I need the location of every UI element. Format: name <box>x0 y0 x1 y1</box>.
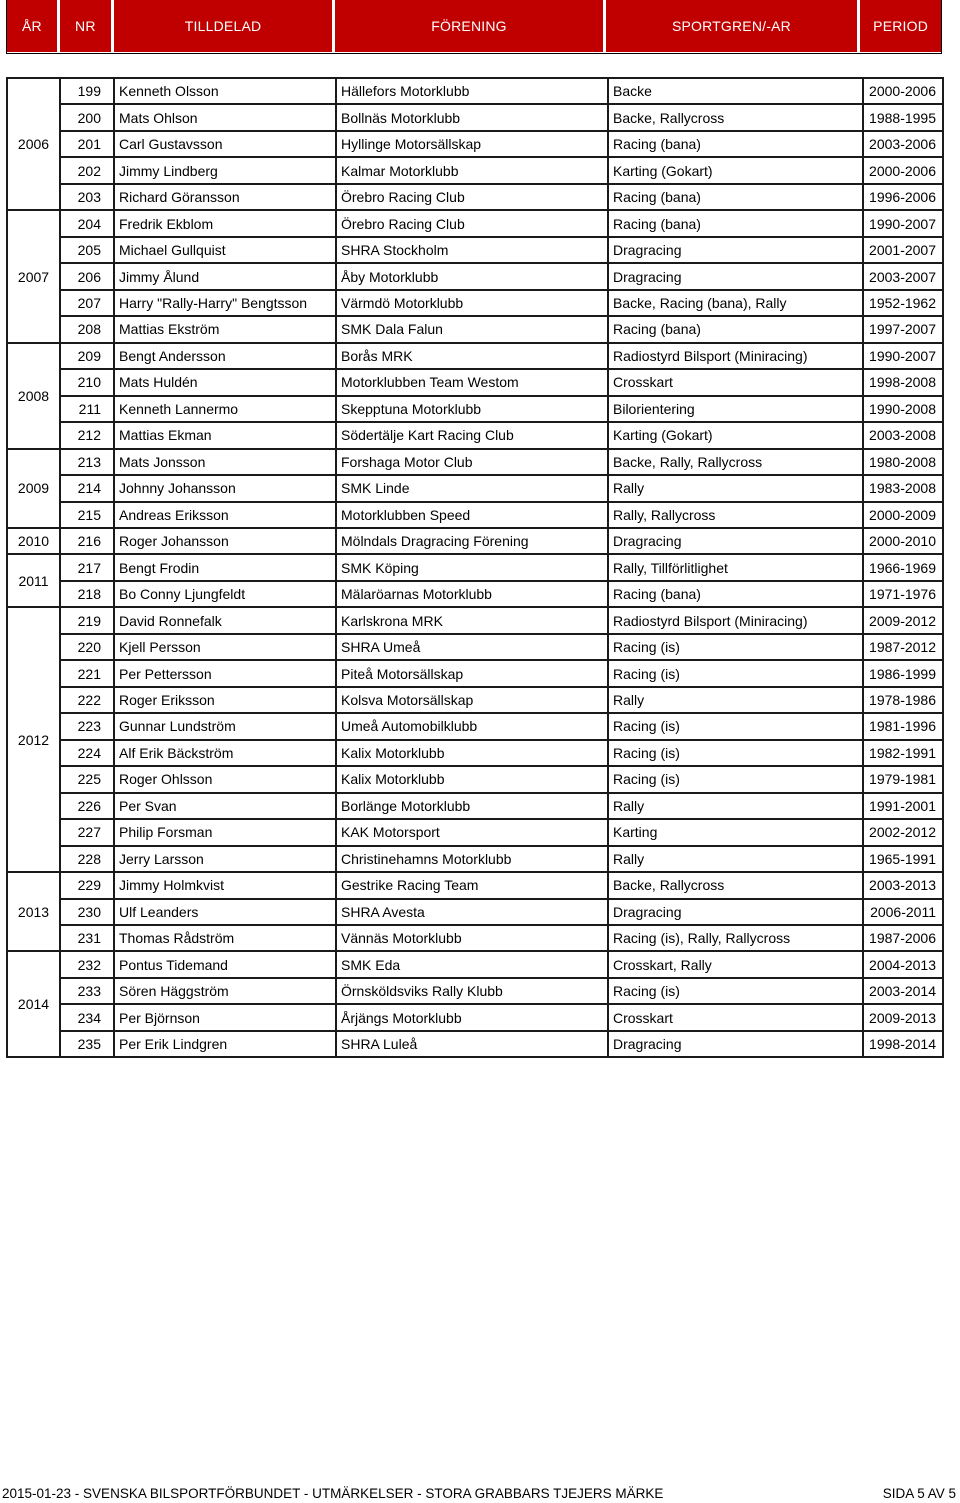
nr-cell: 200 <box>60 104 114 130</box>
header-assigned: TILLDELAD <box>114 0 336 52</box>
table-row <box>7 157 943 183</box>
club-cell: Bollnäs Motorklubb <box>336 104 608 130</box>
page-footer <box>2 1483 956 1503</box>
period-cell: 2009-2012 <box>863 607 943 633</box>
period-cell: 1981-1996 <box>863 713 943 739</box>
period-cell: 2003-2014 <box>863 978 943 1004</box>
header-sport: SPORTGREN/-AR <box>606 0 860 52</box>
table-row <box>7 634 943 660</box>
header-year: ÅR <box>7 0 60 52</box>
sport-cell: Dragracing <box>608 263 863 289</box>
table-row <box>7 581 943 607</box>
nr-cell: 214 <box>60 475 114 501</box>
club-cell: Vännäs Motorklubb <box>336 925 608 951</box>
assigned-cell: Roger Ohlsson <box>114 766 336 792</box>
assigned-cell: Mats Jonsson <box>114 449 336 475</box>
sport-cell: Racing (bana) <box>608 581 863 607</box>
assigned-cell: Kjell Persson <box>114 634 336 660</box>
period-cell: 1979-1981 <box>863 766 943 792</box>
assigned-cell: Mats Huldén <box>114 369 336 395</box>
period-cell: 2004-2013 <box>863 951 943 977</box>
table-row <box>7 78 943 104</box>
period-cell: 2003-2006 <box>863 131 943 157</box>
assigned-cell: Per Björnson <box>114 1004 336 1030</box>
nr-cell: 221 <box>60 660 114 686</box>
nr-cell: 235 <box>60 1031 114 1057</box>
club-cell: Piteå Motorsällskap <box>336 660 608 686</box>
table-row <box>7 502 943 528</box>
table-row <box>7 978 943 1004</box>
table-row <box>7 660 943 686</box>
nr-cell: 213 <box>60 449 114 475</box>
nr-cell: 211 <box>60 396 114 422</box>
table-row <box>7 554 943 580</box>
assigned-cell: Richard Göransson <box>114 184 336 210</box>
year-cell: 2006 <box>7 78 60 210</box>
club-cell: Gestrike Racing Team <box>336 872 608 898</box>
year-cell: 2009 <box>7 449 60 528</box>
sport-cell: Racing (is) <box>608 978 863 1004</box>
table-row <box>7 210 943 236</box>
period-cell: 1966-1969 <box>863 554 943 580</box>
assigned-cell: Mats Ohlson <box>114 104 336 130</box>
sport-cell: Backe, Rallycross <box>608 104 863 130</box>
assigned-cell: Ulf Leanders <box>114 899 336 925</box>
assigned-cell: Philip Forsman <box>114 819 336 845</box>
nr-cell: 205 <box>60 237 114 263</box>
sport-cell: Karting (Gokart) <box>608 422 863 448</box>
nr-cell: 206 <box>60 263 114 289</box>
header-nr: NR <box>60 0 114 52</box>
nr-cell: 201 <box>60 131 114 157</box>
nr-cell: 228 <box>60 846 114 872</box>
nr-cell: 232 <box>60 951 114 977</box>
table-row <box>7 925 943 951</box>
period-cell: 1997-2007 <box>863 316 943 342</box>
table-row <box>7 766 943 792</box>
sport-cell: Racing (is) <box>608 766 863 792</box>
sport-cell: Bilorientering <box>608 396 863 422</box>
club-cell: Motorklubben Speed <box>336 502 608 528</box>
sport-cell: Karting (Gokart) <box>608 157 863 183</box>
club-cell: Borås MRK <box>336 343 608 369</box>
period-cell: 1987-2012 <box>863 634 943 660</box>
club-cell: Skepptuna Motorklubb <box>336 396 608 422</box>
table-header <box>6 0 942 54</box>
period-cell: 2001-2007 <box>863 237 943 263</box>
footer-page-number: SIDA 5 AV 5 <box>882 1485 956 1501</box>
nr-cell: 199 <box>60 78 114 104</box>
period-cell: 1986-1999 <box>863 660 943 686</box>
club-cell: SMK Köping <box>336 554 608 580</box>
period-cell: 1988-1995 <box>863 104 943 130</box>
assigned-cell: Jimmy Holmkvist <box>114 872 336 898</box>
club-cell: SHRA Umeå <box>336 634 608 660</box>
club-cell: Åby Motorklubb <box>336 263 608 289</box>
assigned-cell: Michael Gullquist <box>114 237 336 263</box>
assigned-cell: Roger Eriksson <box>114 687 336 713</box>
table-row <box>7 872 943 898</box>
sport-cell: Radiostyrd Bilsport (Miniracing) <box>608 607 863 633</box>
sport-cell: Crosskart <box>608 1004 863 1030</box>
assigned-cell: Johnny Johansson <box>114 475 336 501</box>
club-cell: KAK Motorsport <box>336 819 608 845</box>
year-cell: 2011 <box>7 554 60 607</box>
club-cell: SHRA Avesta <box>336 899 608 925</box>
period-cell: 1980-2008 <box>863 449 943 475</box>
table-row <box>7 343 943 369</box>
header-club: FÖRENING <box>335 0 605 52</box>
period-cell: 1991-2001 <box>863 793 943 819</box>
club-cell: SHRA Luleå <box>336 1031 608 1057</box>
assigned-cell: Andreas Eriksson <box>114 502 336 528</box>
club-cell: Värmdö Motorklubb <box>336 290 608 316</box>
period-cell: 1998-2008 <box>863 369 943 395</box>
assigned-cell: Jerry Larsson <box>114 846 336 872</box>
nr-cell: 219 <box>60 607 114 633</box>
table-row <box>7 316 943 342</box>
nr-cell: 220 <box>60 634 114 660</box>
table-row <box>7 607 943 633</box>
club-cell: Hällefors Motorklubb <box>336 78 608 104</box>
sport-cell: Racing (is), Rally, Rallycross <box>608 925 863 951</box>
year-cell: 2007 <box>7 210 60 342</box>
sport-cell: Racing (is) <box>608 634 863 660</box>
club-cell: Hyllinge Motorsällskap <box>336 131 608 157</box>
period-cell: 1982-1991 <box>863 740 943 766</box>
period-cell: 2009-2013 <box>863 1004 943 1030</box>
year-cell: 2014 <box>7 951 60 1057</box>
nr-cell: 233 <box>60 978 114 1004</box>
nr-cell: 210 <box>60 369 114 395</box>
assigned-cell: Mattias Ekström <box>114 316 336 342</box>
nr-cell: 216 <box>60 528 114 554</box>
table-row <box>7 396 943 422</box>
period-cell: 2003-2008 <box>863 422 943 448</box>
assigned-cell: Jimmy Ålund <box>114 263 336 289</box>
nr-cell: 208 <box>60 316 114 342</box>
sport-cell: Crosskart, Rally <box>608 951 863 977</box>
nr-cell: 209 <box>60 343 114 369</box>
period-cell: 2006-2011 <box>863 899 943 925</box>
club-cell: Kalix Motorklubb <box>336 740 608 766</box>
club-cell: Örnsköldsviks Rally Klubb <box>336 978 608 1004</box>
club-cell: Forshaga Motor Club <box>336 449 608 475</box>
assigned-cell: Per Svan <box>114 793 336 819</box>
club-cell: SMK Eda <box>336 951 608 977</box>
sport-cell: Backe, Rally, Rallycross <box>608 449 863 475</box>
sport-cell: Rally <box>608 687 863 713</box>
assigned-cell: Thomas Rådström <box>114 925 336 951</box>
club-cell: Årjängs Motorklubb <box>336 1004 608 1030</box>
period-cell: 2003-2013 <box>863 872 943 898</box>
nr-cell: 224 <box>60 740 114 766</box>
nr-cell: 202 <box>60 157 114 183</box>
table-row <box>7 104 943 130</box>
sport-cell: Dragracing <box>608 237 863 263</box>
year-cell: 2012 <box>7 607 60 872</box>
table-row <box>7 1004 943 1030</box>
awards-table <box>6 77 944 1058</box>
sport-cell: Dragracing <box>608 1031 863 1057</box>
club-cell: Mälaröarnas Motorklubb <box>336 581 608 607</box>
period-cell: 1983-2008 <box>863 475 943 501</box>
table-row <box>7 369 943 395</box>
table-row <box>7 740 943 766</box>
assigned-cell: Harry "Rally-Harry" Bengtsson <box>114 290 336 316</box>
table-row <box>7 131 943 157</box>
table-row <box>7 899 943 925</box>
table-row <box>7 184 943 210</box>
period-cell: 2000-2006 <box>863 78 943 104</box>
table-row <box>7 793 943 819</box>
sport-cell: Backe, Racing (bana), Rally <box>608 290 863 316</box>
table-row <box>7 687 943 713</box>
table-row <box>7 263 943 289</box>
club-cell: SHRA Stockholm <box>336 237 608 263</box>
assigned-cell: David Ronnefalk <box>114 607 336 633</box>
sport-cell: Rally <box>608 475 863 501</box>
assigned-cell: Jimmy Lindberg <box>114 157 336 183</box>
table-row <box>7 475 943 501</box>
sport-cell: Racing (is) <box>608 660 863 686</box>
nr-cell: 223 <box>60 713 114 739</box>
sport-cell: Radiostyrd Bilsport (Miniracing) <box>608 343 863 369</box>
club-cell: Kolsva Motorsällskap <box>336 687 608 713</box>
period-cell: 1965-1991 <box>863 846 943 872</box>
period-cell: 1952-1962 <box>863 290 943 316</box>
nr-cell: 217 <box>60 554 114 580</box>
table-row <box>7 819 943 845</box>
period-cell: 1996-2006 <box>863 184 943 210</box>
nr-cell: 230 <box>60 899 114 925</box>
nr-cell: 204 <box>60 210 114 236</box>
club-cell: Kalix Motorklubb <box>336 766 608 792</box>
assigned-cell: Per Erik Lindgren <box>114 1031 336 1057</box>
header-period: PERIOD <box>860 0 941 52</box>
table-row <box>7 422 943 448</box>
period-cell: 1978-1986 <box>863 687 943 713</box>
assigned-cell: Sören Häggström <box>114 978 336 1004</box>
sport-cell: Racing (is) <box>608 740 863 766</box>
period-cell: 2002-2012 <box>863 819 943 845</box>
period-cell: 2000-2010 <box>863 528 943 554</box>
sport-cell: Racing (bana) <box>608 184 863 210</box>
table-row <box>7 237 943 263</box>
awards-table-body <box>7 78 943 1057</box>
club-cell: Örebro Racing Club <box>336 210 608 236</box>
assigned-cell: Bengt Andersson <box>114 343 336 369</box>
period-cell: 2000-2009 <box>863 502 943 528</box>
sport-cell: Racing (bana) <box>608 131 863 157</box>
nr-cell: 226 <box>60 793 114 819</box>
year-cell: 2010 <box>7 528 60 554</box>
assigned-cell: Fredrik Ekblom <box>114 210 336 236</box>
club-cell: Motorklubben Team Westom <box>336 369 608 395</box>
sport-cell: Rally, Tillförlitlighet <box>608 554 863 580</box>
period-cell: 1998-2014 <box>863 1031 943 1057</box>
sport-cell: Dragracing <box>608 528 863 554</box>
sport-cell: Rally, Rallycross <box>608 502 863 528</box>
period-cell: 1990-2007 <box>863 343 943 369</box>
club-cell: Mölndals Dragracing Förening <box>336 528 608 554</box>
sport-cell: Rally <box>608 846 863 872</box>
nr-cell: 225 <box>60 766 114 792</box>
sport-cell: Racing (bana) <box>608 210 863 236</box>
club-cell: Christinehamns Motorklubb <box>336 846 608 872</box>
table-row <box>7 528 943 554</box>
assigned-cell: Mattias Ekman <box>114 422 336 448</box>
nr-cell: 218 <box>60 581 114 607</box>
footer-document-info: 2015-01-23 - SVENSKA BILSPORTFÖRBUNDET - UTMÄRKELSER - STORA GRABBARS TJEJERS MÄRKE <box>2 1485 664 1501</box>
nr-cell: 203 <box>60 184 114 210</box>
nr-cell: 207 <box>60 290 114 316</box>
nr-cell: 212 <box>60 422 114 448</box>
sport-cell: Karting <box>608 819 863 845</box>
assigned-cell: Gunnar Lundström <box>114 713 336 739</box>
assigned-cell: Bengt Frodin <box>114 554 336 580</box>
assigned-cell: Kenneth Lannermo <box>114 396 336 422</box>
nr-cell: 215 <box>60 502 114 528</box>
year-cell: 2013 <box>7 872 60 951</box>
period-cell: 2003-2007 <box>863 263 943 289</box>
period-cell: 1987-2006 <box>863 925 943 951</box>
assigned-cell: Per Pettersson <box>114 660 336 686</box>
nr-cell: 231 <box>60 925 114 951</box>
assigned-cell: Pontus Tidemand <box>114 951 336 977</box>
sport-cell: Backe <box>608 78 863 104</box>
assigned-cell: Roger Johansson <box>114 528 336 554</box>
table-row <box>7 846 943 872</box>
period-cell: 1971-1976 <box>863 581 943 607</box>
assigned-cell: Kenneth Olsson <box>114 78 336 104</box>
nr-cell: 234 <box>60 1004 114 1030</box>
assigned-cell: Bo Conny Ljungfeldt <box>114 581 336 607</box>
sport-cell: Racing (bana) <box>608 316 863 342</box>
club-cell: Karlskrona MRK <box>336 607 608 633</box>
assigned-cell: Alf Erik Bäckström <box>114 740 336 766</box>
sport-cell: Backe, Rallycross <box>608 872 863 898</box>
nr-cell: 227 <box>60 819 114 845</box>
period-cell: 1990-2007 <box>863 210 943 236</box>
table-row <box>7 1031 943 1057</box>
year-cell: 2008 <box>7 343 60 449</box>
period-cell: 1990-2008 <box>863 396 943 422</box>
nr-cell: 229 <box>60 872 114 898</box>
club-cell: Borlänge Motorklubb <box>336 793 608 819</box>
club-cell: SMK Linde <box>336 475 608 501</box>
table-row <box>7 951 943 977</box>
nr-cell: 222 <box>60 687 114 713</box>
period-cell: 2000-2006 <box>863 157 943 183</box>
table-row <box>7 713 943 739</box>
sport-cell: Racing (is) <box>608 713 863 739</box>
club-cell: Örebro Racing Club <box>336 184 608 210</box>
club-cell: SMK Dala Falun <box>336 316 608 342</box>
table-row <box>7 290 943 316</box>
club-cell: Kalmar Motorklubb <box>336 157 608 183</box>
club-cell: Umeå Automobilklubb <box>336 713 608 739</box>
table-row <box>7 449 943 475</box>
assigned-cell: Carl Gustavsson <box>114 131 336 157</box>
sport-cell: Dragracing <box>608 899 863 925</box>
sport-cell: Crosskart <box>608 369 863 395</box>
sport-cell: Rally <box>608 793 863 819</box>
club-cell: Södertälje Kart Racing Club <box>336 422 608 448</box>
